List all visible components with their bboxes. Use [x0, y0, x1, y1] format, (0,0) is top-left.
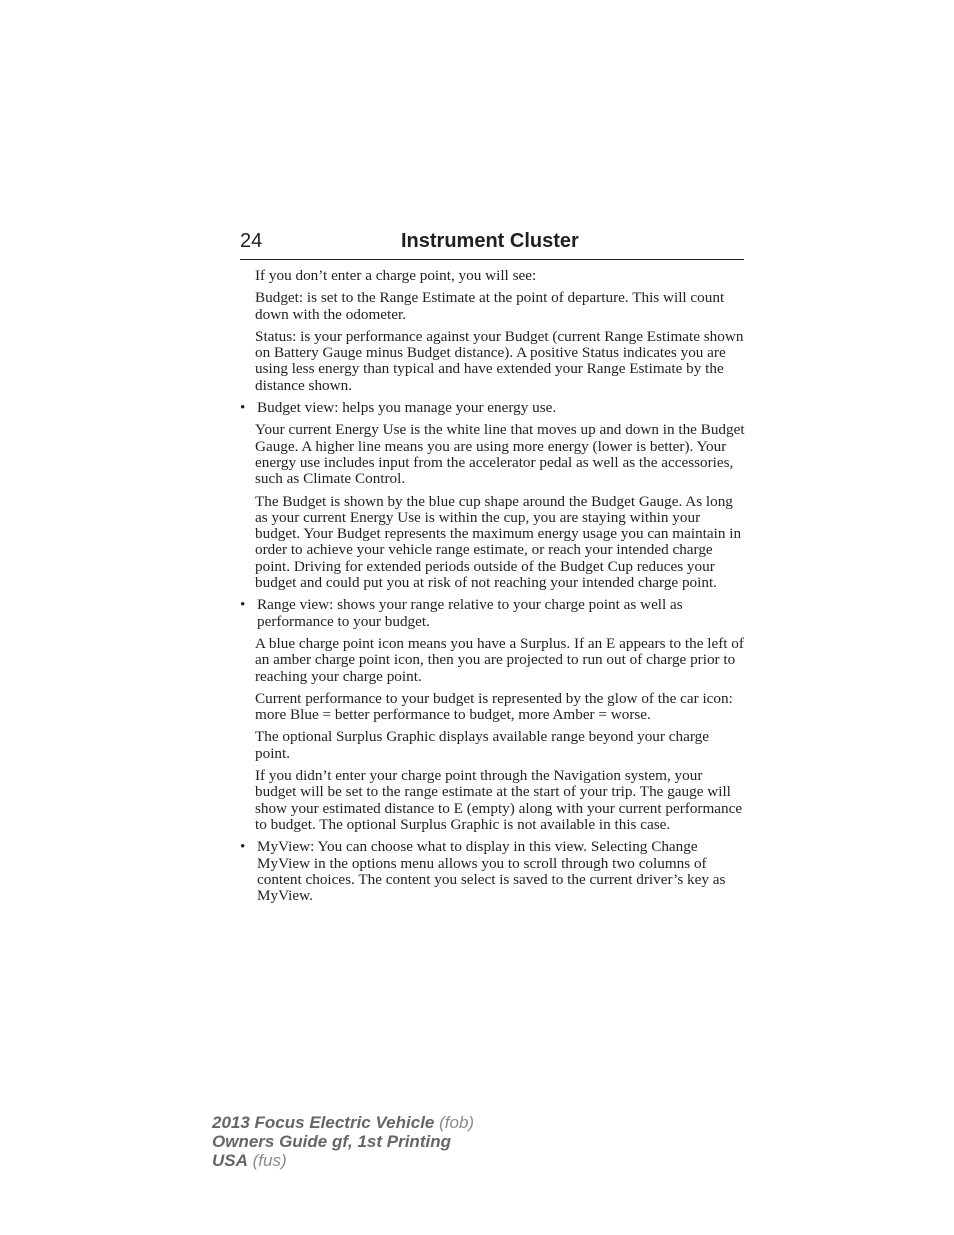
paragraph-car-icon-glow: Current performance to your budget is represented by the glow of the car icon: more Blue = better performance to budget, more Amber = worse. [255, 689, 733, 724]
paragraph-energy-use: Your current Energy Use is the white line that moves up and down in the Budget Gauge. A higher line means you are using more energy (lower is better). Your energy use includes input from the accelerator pedal as well as the accessories, such as Climate Control. [255, 421, 745, 488]
page-number: 24 [240, 230, 263, 252]
footer-code-fob: (fob) [439, 1113, 475, 1132]
page-body [240, 268, 746, 910]
paragraph-navigation: If you didn’t enter your charge point through the Navigation system, your budget will be set to the range estimate at the start of your trip. The gauge will show your estimated distance to E (empty) along with your current performance to budget. The optional Surplus Graphic is not available in this case. [255, 767, 743, 833]
paragraph-budget: Budget: is set to the Range Estimate at the point of departure. This will count down with the odometer. [255, 289, 725, 323]
footer-line-1 [212, 1113, 474, 1132]
list-item-budget-view [240, 399, 746, 417]
paragraph-surplus-graphic: The optional Surplus Graphic displays available range beyond your charge point. [255, 728, 709, 762]
footer-market: USA [212, 1151, 248, 1170]
paragraph-status: Status: is your performance against your Budget (current Range Estimate shown on Battery Gauge minus Budget distance). A positive Status indicates you are using less energy than typical and have extended your Range Estimate by the distance shown. [255, 327, 744, 394]
page-header [240, 229, 744, 260]
bullet-icon: • [240, 399, 246, 417]
section-title: Instrument Cluster [401, 230, 579, 252]
list-item-text: Range view: shows your range relative to your charge point as well as performance to your budget. [257, 596, 683, 630]
page-footer [212, 1113, 474, 1170]
footer-guide-title: Owners Guide gf, 1st Printing [212, 1132, 451, 1151]
list-item-text: MyView: You can choose what to display in this view. Selecting Change MyView in the options menu allows you to scroll through two columns of content choices. The content you select is saved to the current driver’s key as MyView. [257, 838, 726, 905]
bullet-icon: • [240, 596, 246, 614]
paragraph-budget-cup: The Budget is shown by the blue cup shape around the Budget Gauge. As long as your current Energy Use is within the cup, you are staying within your budget. Your Budget represents the maximum energy usage you can maintain in order to achieve your vehicle range estimate, or reach your intended charge point. Driving for extended periods outside of the Budget Cup reduces your budget and could put you at risk of not reaching your intended charge point. [255, 492, 742, 592]
paragraph-charge-point-icon: A blue charge point icon means you have a Surplus. If an E appears to the left of an amber charge point icon, then you are projected to run out of charge prior to reaching your charge point. [255, 634, 744, 685]
footer-vehicle-title: 2013 Focus Electric Vehicle [212, 1113, 435, 1132]
list-item-range-view [240, 596, 746, 630]
list-item-myview [240, 838, 746, 905]
footer-line-2 [212, 1132, 474, 1151]
paragraph-charge-point-intro: If you don’t enter a charge point, you will see: [255, 267, 537, 284]
footer-line-3 [212, 1151, 474, 1170]
bullet-icon: • [240, 838, 246, 856]
list-item-text: Budget view: helps you manage your energy use. [257, 399, 557, 417]
footer-code-fus: (fus) [252, 1151, 287, 1170]
